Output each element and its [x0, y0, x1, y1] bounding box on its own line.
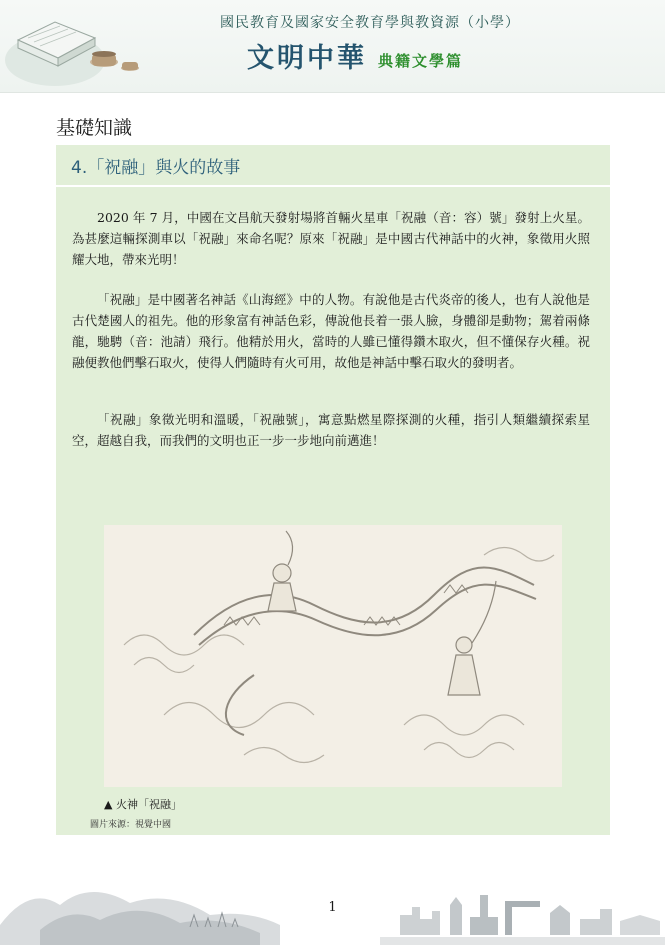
- section-heading: 基礎知識: [56, 117, 133, 139]
- paragraph-2: 「祝融」是中國著名神話《山海經》中的人物。有說他是古代炎帝的後人，也有人說他是古代楚國人的祖先。他的形象富有神話色彩，傳說他長着一張人臉，身體卻是動物；駕着兩條龍，馳騁（音：池請）飛行。他精於用火，當時的人雖已懂得鑽木取火，但不懂保存火種。祝融便教他們擊石取火，使得人們隨時有火可用，故他是神話中擊石取火的發明者。: [72, 292, 590, 370]
- header-series-title: 國民教育及國家安全教育學與教資源（小學）: [220, 15, 520, 31]
- header-subtitle: 典籍文學篇: [378, 52, 464, 70]
- title-divider: [56, 185, 610, 187]
- page-number: 1: [328, 900, 337, 915]
- paragraph-1: 2020 年 7 月，中國在文昌航天發射場將首輛火星車「祝融（音：容）號」發射上火星。為甚麼這輛探測車以「祝融」來命名呢？原來「祝融」是中國古代神話中的火神，象徵用火照耀大地，帶來光明！: [72, 210, 590, 267]
- image-credit: 圖片來源：視覺中國: [90, 820, 172, 830]
- page-header: [0, 0, 665, 93]
- article-title: 4.「祝融」與火的故事: [71, 158, 241, 178]
- paragraph-3: 「祝融」象徵光明和溫暖，「祝融號」，寓意點燃星際探測的火種，指引人類繼續探索星空，超越自我，而我們的文明也正一步一步地向前邁進！: [72, 412, 590, 448]
- header-main-title: 文明中華: [247, 43, 367, 74]
- article-panel: [56, 145, 610, 835]
- image-caption: ▲ 火神「祝融」: [104, 798, 182, 811]
- zhurong-illustration: [104, 525, 562, 787]
- books-teapot-icon: [0, 0, 150, 92]
